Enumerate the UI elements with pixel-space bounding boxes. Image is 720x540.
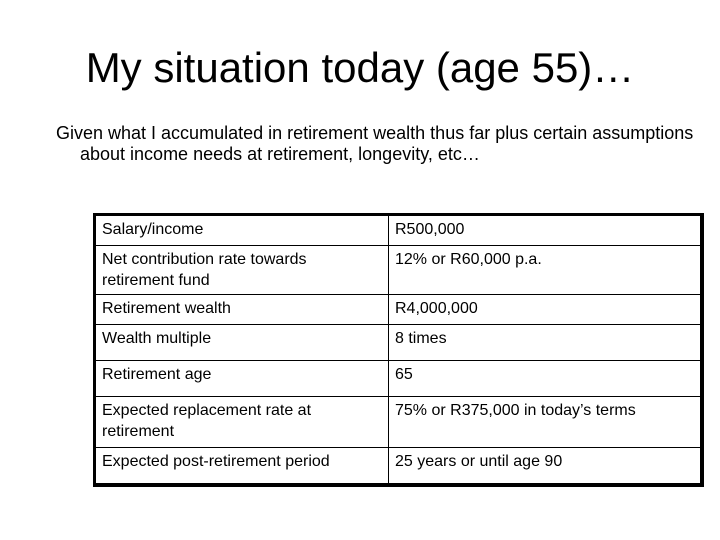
table-row [96, 361, 701, 397]
assumptions-table [93, 213, 704, 487]
row-label: Expected post-retirement period [96, 448, 389, 484]
row-value: R500,000 [389, 216, 701, 246]
table-row [96, 448, 701, 484]
table-row [96, 397, 701, 448]
row-value: 8 times [389, 325, 701, 361]
row-label: Net contribution rate towards retirement fund [96, 246, 389, 295]
row-value: 65 [389, 361, 701, 397]
row-label: Salary/income [96, 216, 389, 246]
row-label: Retirement age [96, 361, 389, 397]
row-value: R4,000,000 [389, 295, 701, 325]
row-value: 12% or R60,000 p.a. [389, 246, 701, 295]
row-label: Wealth multiple [96, 325, 389, 361]
row-value: 25 years or until age 90 [389, 448, 701, 484]
row-label: Expected replacement rate at retirement [96, 397, 389, 448]
slide-title: My situation today (age 55)… [85, 44, 635, 91]
table-row [96, 246, 701, 295]
table-row [96, 295, 701, 325]
row-value: 75% or R375,000 in today’s terms [389, 397, 701, 448]
intro-text: Given what I accumulated in retirement wealth thus far plus certain assumptions about income needs at retirement, longevity, etc… [56, 123, 694, 164]
row-label: Retirement wealth [96, 295, 389, 325]
table-row [96, 325, 701, 361]
table-row [96, 216, 701, 246]
